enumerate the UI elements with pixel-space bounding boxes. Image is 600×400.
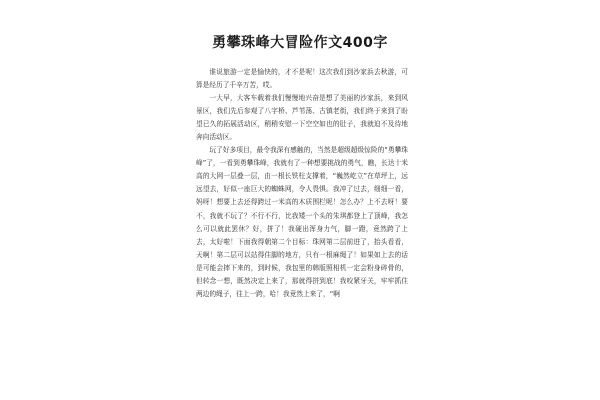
page-title: 勇攀珠峰大冒险作文400字 xyxy=(212,35,388,51)
paragraph: 一大早，大客车载着我们慢慢地兴奋是想了美丽的沙家浜，来到风景区，我们先后参观了八字桥、芦苇荡、古镇老街，我们终于来到了盼望已久的拓展活动区，稍稍安慰一下空空如也的肚子，我就迫不及待地奔向活动区。 xyxy=(196,94,408,142)
paragraph: 谁说旅游一定是愉快的，才不是呢！这次我们到沙家浜去秋游，可算是经历了千辛万苦，哎。 xyxy=(196,68,408,90)
essay-body xyxy=(196,66,408,301)
paragraph: 玩了好多项目，最令我深有感触的，当然是超级超级惊险的“勇攀珠峰”了，一看到勇攀珠峰，我就有了一种想要挑战的勇气，瞧，长达十米高的大网一层叠一层，由一根长铁柱支撑着，“巍然屹立”在草坪上，远远望去，好似一座巨大的蜘蛛网，令人畏惧。我冲了过去，细细一看，妈呀！想要上去还得跨过一米高的木质围栏呢！怎么办？上不去呀！要不，我就不玩了？不行不行，比我矮一个头的朱琪都登上了顶峰，我怎么可以就此罢休？好，拼了！我硬出浑身力气，脚一蹬，竟然跨了上去，太好啦！下面我得朝第二个目标：珠网第二层前进了，抬头看看，天啊！第二层可以站得住脚的地方，只有一根麻绳了！如果如上去的话是可能会摔下来的，到时候，我包里的韩版照相机一定会粉身碎骨的，但转念一想，既然决定上来了，那就得拼到底！我咬紧牙关，牢牢抓住两边的绳子，往上一跨，哈！我竟然上来了，“啊 xyxy=(196,146,408,298)
